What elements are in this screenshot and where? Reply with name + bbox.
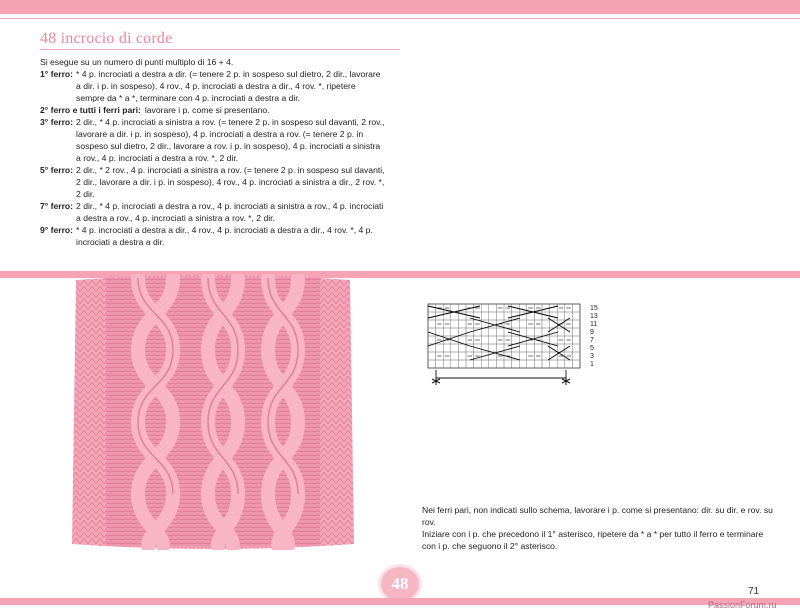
chart-cell: [481, 360, 489, 368]
chart-cell: [481, 304, 489, 312]
row-number: 9: [590, 329, 594, 336]
chart-cell: [443, 360, 451, 368]
chart-cell: [550, 360, 558, 368]
row-text: 2 dir., * 4 p. incrociati a destra a rov., 4 p. incrociati a sinistra a rov., 4 p. incrociati a destra a rov., 4 p. incrociati a sinistra a rov. *, 2 dir.: [76, 201, 384, 223]
chart-cell: [489, 304, 497, 312]
chart-cell: [451, 328, 459, 336]
chart-cell: [557, 328, 565, 336]
chart-cell: [572, 328, 580, 336]
row-text: lavorare i p. come si presentano.: [144, 105, 270, 115]
chart-cell: [534, 360, 542, 368]
row-label: 2° ferro e tutti i ferri pari:: [40, 105, 141, 115]
row-label: 9° ferro:: [40, 225, 74, 235]
chart-cell: [572, 320, 580, 328]
chart-cell: [496, 312, 504, 320]
chart-cell: [489, 312, 497, 320]
instruction-row: [40, 224, 385, 248]
chart-cell: [458, 344, 466, 352]
chart-cell: [458, 352, 466, 360]
chart-cell: [451, 320, 459, 328]
chart-cell: [428, 352, 436, 360]
pattern-title: 48 incrocio di corde: [40, 30, 173, 47]
chart-cell: [534, 328, 542, 336]
title-underline: [40, 49, 400, 50]
chart-cell: [542, 320, 550, 328]
row-number: 11: [590, 321, 598, 328]
chart-cell: [527, 344, 535, 352]
row-number: 1: [590, 361, 594, 368]
chart-cell: [428, 336, 436, 344]
chart-cell: [557, 312, 565, 320]
instruction-row: [40, 68, 385, 104]
chart-cell: [443, 328, 451, 336]
row-instructions: [40, 68, 385, 248]
chart-cell: [451, 344, 459, 352]
bottom-decorative-band: [0, 598, 800, 605]
chart-cell: [481, 336, 489, 344]
page-number: 71: [748, 586, 760, 597]
chart-cell: [534, 344, 542, 352]
chart-cell: [481, 312, 489, 320]
note-paragraph: Nei ferri pari, non indicati sullo schema, lavorare i p. come si presentano: dir. su dir. e rov. su rov.: [422, 505, 773, 527]
chart-cell: [496, 328, 504, 336]
row-number: 7: [590, 337, 594, 344]
chart-cell: [428, 312, 436, 320]
chart-cell: [458, 320, 466, 328]
chart-cell: [572, 352, 580, 360]
watermark: PassionForum.ru: [708, 600, 777, 610]
chart-cell: [519, 304, 527, 312]
chart-cell: [489, 328, 497, 336]
chart-cell: [489, 344, 497, 352]
chart-cell: [489, 360, 497, 368]
chart-cell: [565, 344, 573, 352]
chart-cell: [542, 344, 550, 352]
chart-notes: [422, 504, 777, 552]
chart-cell: [436, 344, 444, 352]
chart-cell: [557, 344, 565, 352]
chart-cell: [443, 344, 451, 352]
row-number: 13: [590, 313, 598, 320]
instruction-row: [40, 104, 385, 116]
chart-cell: [542, 360, 550, 368]
chart-cell: [542, 352, 550, 360]
chart-cell: [474, 312, 482, 320]
chart-cell: [512, 360, 520, 368]
note-paragraph: Iniziare con i p. che precedono il 1° asterisco, ripetere da * a * per tutto il ferro e terminare con i p. che seguono il 2° asterisco.: [422, 529, 764, 551]
chart-cell: [550, 352, 558, 360]
chart-cell: [519, 352, 527, 360]
chart-cell: [428, 360, 436, 368]
row-text: * 4 p. incrociati a destra a dir. (= tenere 2 p. in sospeso sul dietro, 2 dir., lavorare a dir. i p. in sospeso), 4 rov., 4 p. incrociati a destra a dir., 4 rov. *, ripetere sempre da * a *, terminare con 4 p. incrociati a destra a dir.: [76, 69, 381, 103]
chart-cell: [504, 360, 512, 368]
chart-cell: [451, 352, 459, 360]
chart-cell: [428, 320, 436, 328]
instruction-row: [40, 116, 385, 164]
chart-cell: [572, 360, 580, 368]
instruction-row: [40, 200, 385, 224]
chart-cell: [572, 336, 580, 344]
chart-cell: [572, 304, 580, 312]
chart-cell: [496, 360, 504, 368]
chart-cell: [458, 360, 466, 368]
row-label: 3° ferro:: [40, 117, 74, 127]
chart-cell: [466, 360, 474, 368]
chart-cell: [527, 328, 535, 336]
chart-cell: [565, 360, 573, 368]
chart-cell: [519, 328, 527, 336]
row-number: 15: [590, 305, 598, 312]
chart-cell: [428, 304, 436, 312]
chart-cell: [519, 344, 527, 352]
stitch-chart: [420, 298, 610, 388]
row-label: 7° ferro:: [40, 201, 74, 211]
row-label: 5° ferro:: [40, 165, 74, 175]
chart-cell: [550, 328, 558, 336]
chart-cell: [436, 360, 444, 368]
chart-cell: [572, 312, 580, 320]
chart-cell: [527, 360, 535, 368]
knitted-swatch-photo: [68, 274, 358, 550]
row-label: 1° ferro:: [40, 69, 74, 79]
chart-cell: [504, 312, 512, 320]
repeat-bracket: [436, 370, 566, 378]
row-number: 5: [590, 345, 594, 352]
chart-cell: [519, 360, 527, 368]
instruction-row: [40, 164, 385, 200]
chart-cell: [550, 336, 558, 344]
intro-text: Si esegue su un numero di punti multiplo di 16 + 4.: [40, 57, 234, 67]
row-number: 3: [590, 353, 594, 360]
chart-cell: [489, 336, 497, 344]
chart-cell: [557, 360, 565, 368]
top-decorative-band: [0, 0, 800, 14]
chart-cell: [512, 320, 520, 328]
chart-cell: [519, 320, 527, 328]
chart-cell: [481, 328, 489, 336]
chart-cell: [474, 360, 482, 368]
chart-cell: [519, 312, 527, 320]
chart-cell: [451, 360, 459, 368]
top-divider: [0, 18, 800, 19]
pattern-number-badge: 48: [378, 564, 422, 604]
chart-row-numbers: [590, 305, 598, 368]
row-text: * 4 p. incrociati a destra a dir., 4 rov., 4 p. incrociati a destra a dir., 4 rov. *, 4 p. incrociati a destra a dir.: [76, 225, 373, 247]
row-text: 2 dir., * 2 rov., 4 p. incrociati a sinistra a rov. (= tenere 2 p. in sospeso sul davanti, 2 dir., lavorare a dir. i p. in sospeso), 4 rov., 4 p. incrociati a sinistra a dir., 2 rov. *, 2 dir.: [76, 165, 385, 199]
chart-grid: [428, 304, 580, 368]
chart-cell: [572, 344, 580, 352]
row-text: 2 dir., * 4 p. incrociati a sinistra a rov. (= tenere 2 p. in sospeso sul davanti, 2 rov., lavorare a dir. i p. in sospeso), 4 p. incrociati a destra a rov. (= tenere 2 p. in sospeso sul dietro, 2 dir., lavorare a rov. i p. in sospeso), 4 p. incrociati a sinistra a rov., 4 p. incrociati a destra a rov. *, 2 dir.: [76, 117, 385, 163]
